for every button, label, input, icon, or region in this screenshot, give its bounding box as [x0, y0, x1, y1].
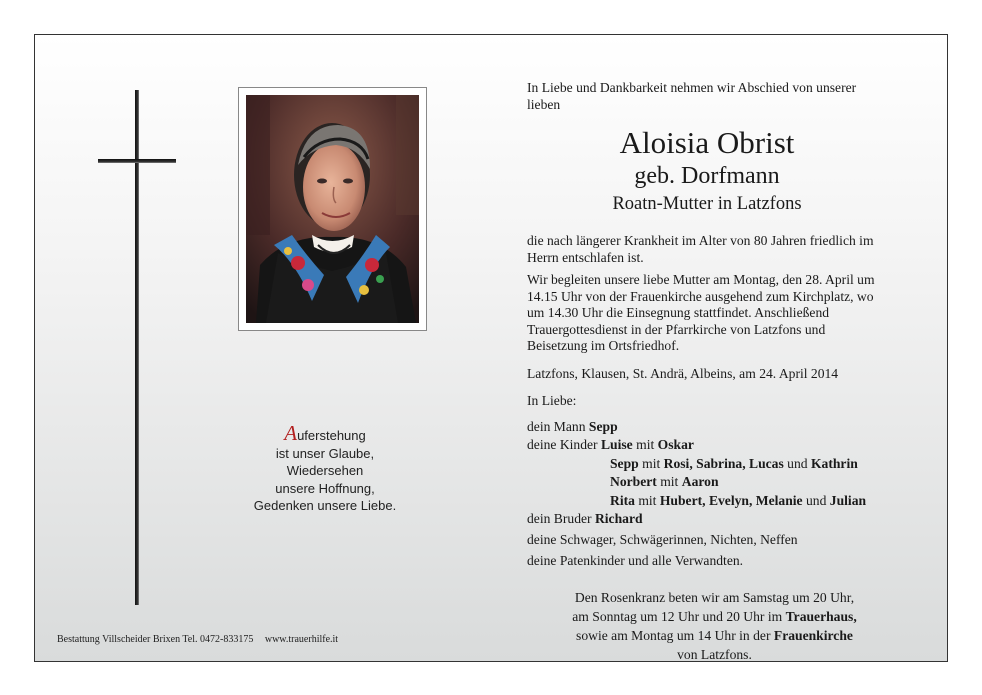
family-children-4	[527, 492, 887, 511]
portrait-photo	[246, 95, 419, 323]
family-name: Rosi, Sabrina, Lucas	[663, 455, 784, 471]
verse-initial: A	[284, 421, 298, 445]
family-text: deine Kinder	[527, 437, 601, 452]
family-name: Kathrin	[810, 455, 858, 471]
family-text: und	[783, 455, 811, 471]
in-love-heading: In Liebe:	[527, 393, 577, 408]
family-children-2	[527, 455, 887, 474]
portrait-image	[246, 95, 419, 323]
family-in-laws: deine Schwager, Schwägerinnen, Nichten, Neffen	[527, 531, 798, 547]
family-name: Rita	[610, 492, 635, 508]
family-godchildren: deine Patenkinder und alle Verwandten.	[527, 553, 744, 568]
rosary-notice	[527, 588, 887, 664]
family-text: mit	[632, 437, 658, 452]
verse-line-3: Wiedersehen	[286, 463, 364, 478]
obituary-card	[34, 34, 948, 662]
family-name: Norbert	[610, 474, 657, 489]
maiden-name: geb. Dorfmann	[634, 163, 780, 189]
family-name: Sepp	[588, 418, 618, 434]
cross-vertical-bar	[135, 90, 139, 605]
verse-line-1-text: uferstehung	[297, 428, 366, 443]
family-name: Aaron	[681, 474, 719, 489]
family-text: mit	[638, 455, 664, 471]
family-text: mit	[656, 474, 682, 489]
family-text: mit	[634, 492, 660, 508]
funeral-text: Wir begleiten unsere liebe Mutter am Montag, den 28. April um 14.15 Uhr von der Frauenkirche ausgehend zum Kirchplatz, wo um 14.30 Uhr die Einsegnung stattfindet. Anschließend Trauergottesdienst in der Pfarrkirche von Latzfons und Beisetzung im Ortsfriedhof.	[527, 272, 875, 353]
cross-horizontal-bar	[98, 159, 176, 163]
family-list	[527, 418, 887, 571]
family-name: Julian	[829, 492, 867, 508]
portrait-frame	[238, 87, 427, 331]
undertaker-info: Bestattung Villscheider Brixen Tel. 0472-833175	[57, 634, 254, 645]
rosary-location: Frauenkirche	[773, 627, 853, 643]
verse-line-4: unsere Hoffnung,	[275, 480, 375, 496]
deceased-name: Aloisia Obrist	[619, 125, 795, 160]
family-name: Hubert, Evelyn, Melanie	[659, 492, 803, 508]
epithet: Roatn-Mutter in Latzfons	[612, 194, 802, 214]
rosary-line-1: Den Rosenkranz beten wir am Samstag um 20 Uhr,	[574, 589, 855, 605]
family-name: Sepp	[610, 455, 639, 471]
name-block	[527, 125, 887, 216]
family-text: dein Mann	[527, 418, 589, 434]
rosary-line-3	[542, 626, 887, 645]
passing-text: die nach längerer Krankheit im Alter von 80 Jahren friedlich im Herrn entschlafen ist.	[527, 233, 874, 265]
family-name: Luise	[600, 437, 633, 452]
verse-line-1	[225, 421, 425, 445]
rosary-line-4: von Latzfons.	[677, 646, 752, 662]
family-name: Oskar	[657, 437, 694, 452]
rosary-text: am Sonntag um 12 Uhr und 20 Uhr im	[572, 608, 786, 624]
rosary-text: sowie am Montag um 14 Uhr in der	[576, 627, 774, 643]
family-text: dein Bruder	[527, 511, 595, 526]
verse-line-2: ist unser Glaube,	[275, 445, 375, 461]
family-brother	[527, 510, 887, 529]
family-children-1	[527, 436, 887, 455]
verse	[225, 421, 425, 515]
rosary-line-2	[542, 607, 887, 626]
obituary-text	[527, 80, 887, 664]
place-date: Latzfons, Klausen, St. Andrä, Albeins, am 24. April 2014	[527, 365, 839, 381]
family-name: Richard	[594, 511, 643, 526]
website-link[interactable]: www.trauerhilfe.it	[264, 634, 339, 645]
family-text: und	[802, 492, 830, 508]
family-children-3	[527, 473, 887, 492]
rosary-location: Trauerhaus,	[785, 608, 857, 624]
verse-line-5: Gedenken unsere Liebe.	[253, 498, 397, 513]
footer	[57, 634, 338, 645]
family-husband	[527, 418, 887, 437]
intro-text: In Liebe und Dankbarkeit nehmen wir Abschied von unserer lieben	[527, 80, 857, 112]
